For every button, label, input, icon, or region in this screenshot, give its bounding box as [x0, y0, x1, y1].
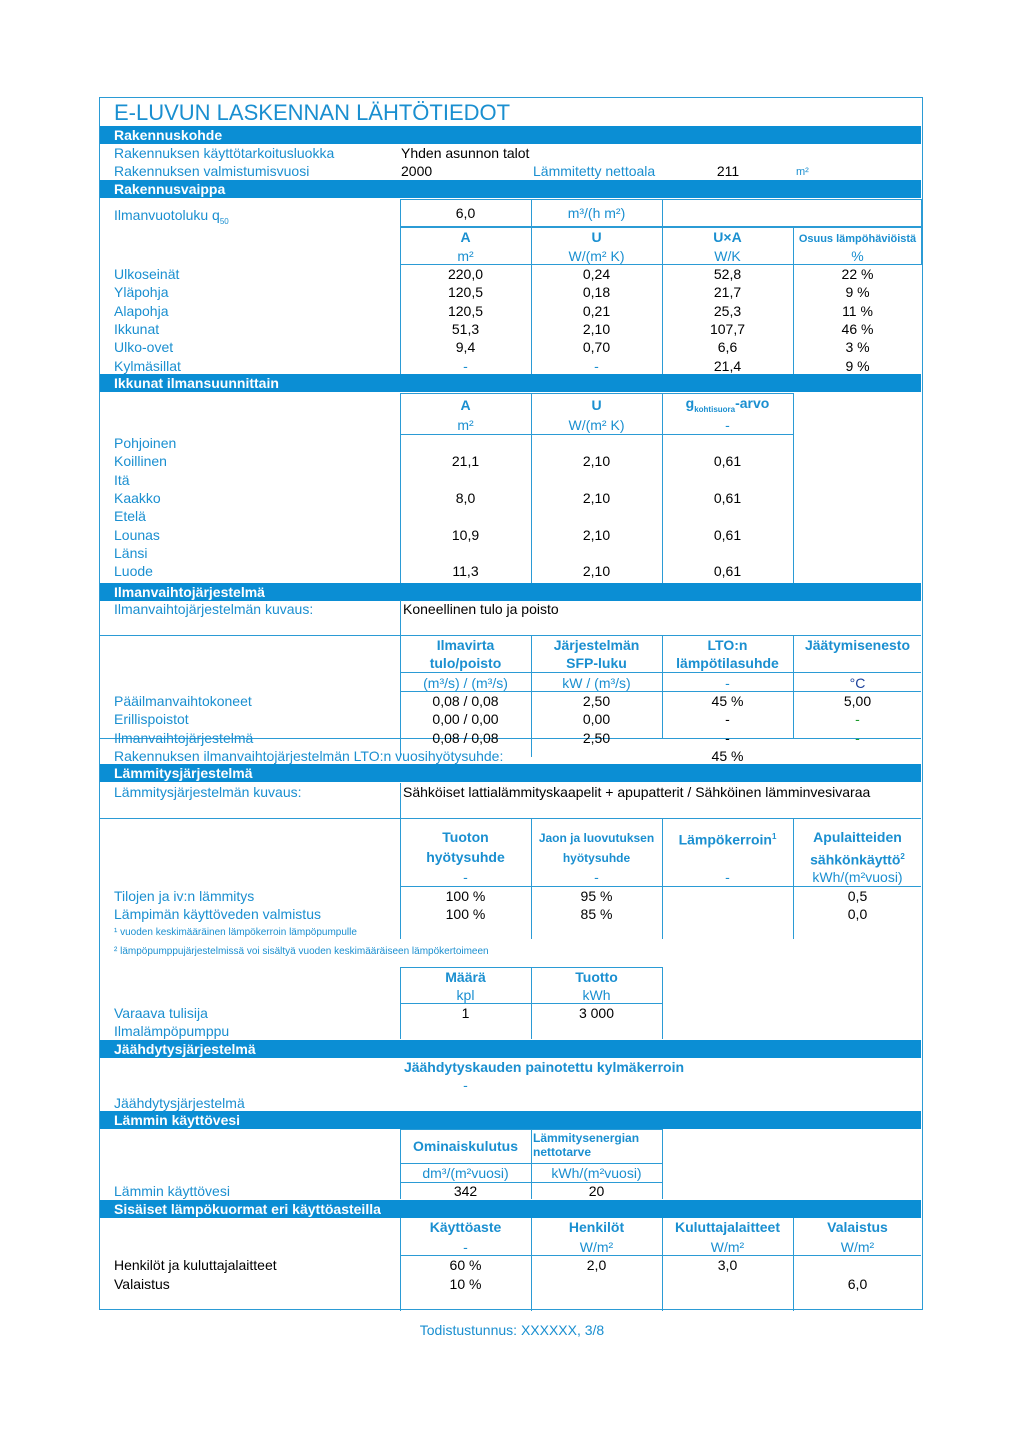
- envelope-row-label: Alapohja: [114, 302, 169, 319]
- win-header-g: $g_{kohtisuora}$-arvo: [685, 395, 770, 414]
- section-kayttovesi: Lämmin käyttövesi: [100, 1111, 921, 1129]
- envelope-row-share: 11 %: [842, 302, 873, 319]
- loads-unit-devices: W/m²: [710, 1239, 745, 1255]
- window-row-g: 0,61: [713, 526, 742, 543]
- vent-h-sfp2: SFP-luku: [566, 655, 627, 671]
- vent-annual-value: 45 %: [711, 748, 744, 764]
- vent-h-frost: Jäätymisenesto: [804, 637, 911, 653]
- heat-note2: ² lämpöpumppujärjestelmissä voi sisältyä vuoden keskimääräiseen lämpökertoimeen: [114, 946, 489, 957]
- dhw-need: 20: [588, 1183, 605, 1199]
- airleak-unit: m³/(h m²): [567, 205, 626, 221]
- vent-h-lto2: lämpötilasuhde: [676, 655, 779, 671]
- dhw-unit-consumption: dm³/(m²vuosi): [422, 1165, 509, 1181]
- section-ilmanvaihto: Ilmanvaihtojärjestelmä: [100, 583, 921, 601]
- sub-h-output: Tuotto: [575, 969, 618, 985]
- loads-h-devices: Kuluttajalaitteet: [674, 1219, 780, 1235]
- vent-unit-sfp: kW / (m³/s): [562, 675, 631, 691]
- window-row-u: 2,10: [582, 563, 611, 580]
- env-header-u: U: [591, 229, 602, 245]
- vent-row-lto: -: [725, 711, 730, 728]
- window-row-label: Luode: [114, 563, 153, 580]
- envelope-row-a: 51,3: [451, 320, 480, 337]
- heat-row-label: Lämpimän käyttöveden valmistus: [114, 906, 321, 923]
- win-unit-g: -: [725, 417, 730, 433]
- heat-note1: ¹ vuoden keskimääräinen lämpökerroin lämpöpumpulle: [114, 927, 357, 938]
- cooling-value: -: [463, 1077, 468, 1093]
- win-unit-u: W/(m² K): [568, 417, 625, 433]
- envelope-row-a: 9,4: [455, 339, 476, 356]
- window-row-label: Itä: [114, 471, 130, 488]
- section-rakennuskohde: Rakennuskohde: [100, 126, 921, 144]
- vent-row-flow: 0,08 / 0,08: [432, 729, 499, 746]
- vent-desc-value: Koneellinen tulo ja poisto: [403, 601, 559, 617]
- category-label: Rakennuksen käyttötarkoitusluokka: [114, 145, 335, 161]
- heat-row-prod: 100 %: [445, 888, 486, 904]
- heat-unit-cop: -: [725, 869, 730, 885]
- envelope-row-a: 120,5: [447, 302, 484, 319]
- window-row-a: 11,3: [452, 563, 479, 580]
- loads-row-persons: 2,0: [586, 1257, 607, 1273]
- heat-row-label: Tilojen ja iv:n lämmitys: [114, 888, 255, 904]
- envelope-row-u: 0,18: [582, 284, 611, 301]
- window-row-u: 2,10: [582, 453, 611, 470]
- loads-h-usage: Käyttöaste: [429, 1219, 502, 1235]
- window-row-g: 0,61: [713, 453, 742, 470]
- envelope-row-a: 120,5: [447, 284, 484, 301]
- heat-row-aux: 0,5: [847, 888, 868, 904]
- document-frame: [99, 97, 923, 1310]
- sub-unit-count: kpl: [456, 987, 475, 1003]
- vent-row-flow: 0,00 / 0,00: [432, 711, 499, 728]
- cooling-label: Jäähdytysjärjestelmä: [114, 1095, 245, 1111]
- window-row-a: 10,9: [451, 526, 480, 543]
- vent-row-lto: -: [725, 729, 730, 746]
- airleak-label: Ilmanvuotoluku $q_{50}$: [114, 207, 229, 226]
- envelope-row-a: 220,0: [447, 266, 484, 282]
- envelope-row-label: Kylmäsillat: [114, 357, 181, 374]
- envelope-row-ua: 21,4: [713, 357, 742, 374]
- window-row-a: 21,1: [451, 453, 480, 470]
- vent-row-frost: -: [855, 729, 860, 746]
- envelope-row-u: 0,21: [582, 302, 611, 319]
- loads-row-usage: 10 %: [449, 1276, 482, 1292]
- sub-row-count: 1: [461, 1005, 470, 1021]
- window-row-label: Lounas: [114, 526, 160, 543]
- loads-unit-persons: W/m²: [579, 1239, 614, 1255]
- dhw-h-need: Lämmitysenergian nettotarve: [533, 1131, 640, 1159]
- envelope-row-u: -: [594, 357, 599, 374]
- env-header-a: A: [460, 229, 471, 245]
- heat-unit-dist: -: [594, 869, 599, 885]
- year-label: Rakennuksen valmistumisvuosi: [114, 163, 310, 179]
- vent-row-lto: 45 %: [711, 693, 744, 709]
- window-row-g: 0,61: [713, 563, 742, 580]
- vent-unit-frost: °C: [849, 675, 866, 691]
- vent-row-sfp: 2,50: [582, 693, 611, 709]
- window-row-u: 2,10: [582, 526, 611, 543]
- env-unit-a: m²: [457, 248, 474, 264]
- window-row-label: Kaakko: [114, 489, 161, 506]
- envelope-row-label: Ulko-ovet: [114, 339, 174, 356]
- vent-h-lto1: LTO:n: [707, 637, 748, 653]
- area-unit: m²: [796, 166, 809, 178]
- sub-unit-output: kWh: [582, 987, 611, 1003]
- envelope-row-label: Yläpohja: [114, 284, 169, 301]
- win-header-a: A: [460, 397, 471, 413]
- vent-unit-flow: (m³/s) / (m³/s): [423, 675, 508, 691]
- loads-h-persons: Henkilöt: [568, 1219, 625, 1235]
- vent-row-label: Pääilmanvaihtokoneet: [114, 693, 252, 709]
- vent-row-sfp: 0,00: [582, 711, 611, 728]
- heat-row-aux: 0,0: [847, 906, 868, 923]
- sub-row-output: 3 000: [578, 1005, 615, 1021]
- dhw-consumption: 342: [453, 1183, 478, 1199]
- footer-certificate-id: Todistustunnus: XXXXXX, 3/8: [419, 1322, 605, 1338]
- envelope-row-share: 9 %: [845, 284, 870, 301]
- vent-row-sfp: 2,50: [582, 729, 611, 746]
- window-row-g: 0,61: [713, 489, 742, 506]
- page-title: E-LUVUN LASKENNAN LÄHTÖTIEDOT: [114, 100, 511, 125]
- window-row-a: 8,0: [455, 489, 476, 506]
- heat-h-aux1: Apulaitteiden: [813, 829, 902, 845]
- heat-h-prod1: Tuoton: [442, 829, 489, 845]
- cooling-header: Jäähdytyskauden painotettu kylmäkerroin: [403, 1059, 685, 1075]
- vent-row-label: Erillispoistot: [114, 711, 189, 728]
- dhw-label: Lämmin käyttövesi: [114, 1183, 230, 1199]
- env-header-ua: U×A: [713, 229, 742, 245]
- heat-h-aux2: sähkönkäyttö$^2$: [810, 851, 905, 868]
- heat-row-prod: 100 %: [445, 906, 486, 923]
- envelope-row-share: 46 %: [841, 320, 874, 337]
- category-value: Yhden asunnon talot: [401, 145, 530, 161]
- env-unit-u: W/(m² K): [568, 248, 625, 264]
- heat-unit-prod: -: [463, 869, 468, 885]
- envelope-row-ua: 21,7: [713, 284, 742, 301]
- envelope-row-u: 0,24: [582, 266, 611, 282]
- airleak-value: 6,0: [455, 205, 476, 221]
- heat-h-dist2: hyötysuhde: [562, 851, 631, 865]
- loads-h-lighting: Valaistus: [827, 1219, 888, 1235]
- vent-row-flow: 0,08 / 0,08: [432, 693, 499, 709]
- dhw-unit-need: kWh/(m²vuosi): [551, 1165, 642, 1181]
- envelope-row-label: Ulkoseinät: [114, 266, 180, 282]
- vent-h-flow1: Ilmavirta: [436, 637, 495, 653]
- window-row-label: Koillinen: [114, 453, 167, 470]
- heat-unit-aux: kWh/(m²vuosi): [812, 869, 903, 885]
- envelope-row-ua: 6,6: [717, 339, 738, 356]
- heat-h-cop: Lämpökerroin$^1$: [678, 831, 777, 848]
- loads-unit-lighting: W/m²: [840, 1239, 875, 1255]
- vent-annual-label: Rakennuksen ilmanvaihtojärjestelmän LTO:n vuosihyötysuhde:: [114, 748, 504, 764]
- heat-row-dist: 95 %: [580, 888, 613, 904]
- heat-desc-value: Sähköiset lattialämmityskaapelit + apupatterit / Sähköinen lämminvesivaraa: [403, 784, 871, 800]
- window-row-u: 2,10: [582, 489, 611, 506]
- section-rakennusvaippa: Rakennusvaippa: [100, 180, 921, 198]
- env-unit-share: %: [851, 248, 864, 264]
- sub-h-count: Määrä: [445, 969, 486, 985]
- loads-unit-usage: -: [463, 1239, 468, 1255]
- envelope-row-u: 2,10: [582, 320, 611, 337]
- vent-row-frost: -: [855, 711, 860, 728]
- sub-row-label: Ilmalämpöpumppu: [114, 1023, 230, 1040]
- sub-row-label: Varaava tulisija: [114, 1005, 208, 1021]
- area-value: 211: [716, 163, 740, 179]
- loads-row-lighting: 6,0: [847, 1276, 868, 1292]
- envelope-row-u: 0,70: [582, 339, 611, 356]
- envelope-row-ua: 25,3: [713, 302, 742, 319]
- env-header-share: Osuus lämpöhäviöistä: [798, 233, 917, 245]
- envelope-row-a: -: [463, 357, 468, 374]
- section-lammitys: Lämmitysjärjestelmä: [100, 764, 921, 782]
- area-label: Lämmitetty nettoala: [533, 163, 656, 179]
- envelope-row-ua: 107,7: [709, 320, 746, 337]
- heat-row-dist: 85 %: [580, 906, 613, 923]
- window-row-label: Länsi: [114, 544, 148, 561]
- loads-row-usage: 60 %: [449, 1257, 482, 1273]
- vent-row-frost: 5,00: [843, 693, 872, 709]
- heat-h-prod2: hyötysuhde: [426, 849, 505, 865]
- dhw-h-consumption: Ominaiskulutus: [412, 1138, 519, 1154]
- loads-row-label: Valaistus: [114, 1276, 170, 1292]
- heat-h-dist1: Jaon ja luovutuksen: [538, 831, 655, 845]
- envelope-row-ua: 52,8: [713, 266, 742, 282]
- loads-row-label: Henkilöt ja kuluttajalaitteet: [114, 1257, 277, 1273]
- section-ikkunat: Ikkunat ilmansuunnittain: [100, 374, 921, 392]
- win-header-u: U: [591, 397, 602, 413]
- win-unit-a: m²: [457, 417, 474, 433]
- section-kuormat: Sisäiset lämpökuormat eri käyttöasteilla: [100, 1200, 921, 1218]
- envelope-row-share: 9 %: [845, 357, 870, 374]
- vent-unit-lto: -: [725, 675, 730, 691]
- window-row-label: Etelä: [114, 508, 146, 525]
- year-value: 2000: [401, 163, 433, 179]
- vent-row-label: Ilmanvaihtojärjestelmä: [114, 729, 254, 746]
- env-unit-ua: W/K: [714, 248, 741, 264]
- section-jaahdytys: Jäähdytysjärjestelmä: [100, 1040, 921, 1058]
- envelope-row-share: 3 %: [845, 339, 870, 356]
- vent-h-sfp1: Järjestelmän: [553, 637, 640, 653]
- heat-desc-label: Lämmitysjärjestelmän kuvaus:: [114, 784, 302, 800]
- vent-desc-label: Ilmanvaihtojärjestelmän kuvaus:: [114, 601, 314, 617]
- envelope-row-share: 22 %: [841, 266, 874, 282]
- vent-h-flow2: tulo/poisto: [429, 655, 502, 671]
- loads-row-devices: 3,0: [717, 1257, 738, 1273]
- window-row-label: Pohjoinen: [114, 435, 177, 451]
- envelope-row-label: Ikkunat: [114, 320, 160, 337]
